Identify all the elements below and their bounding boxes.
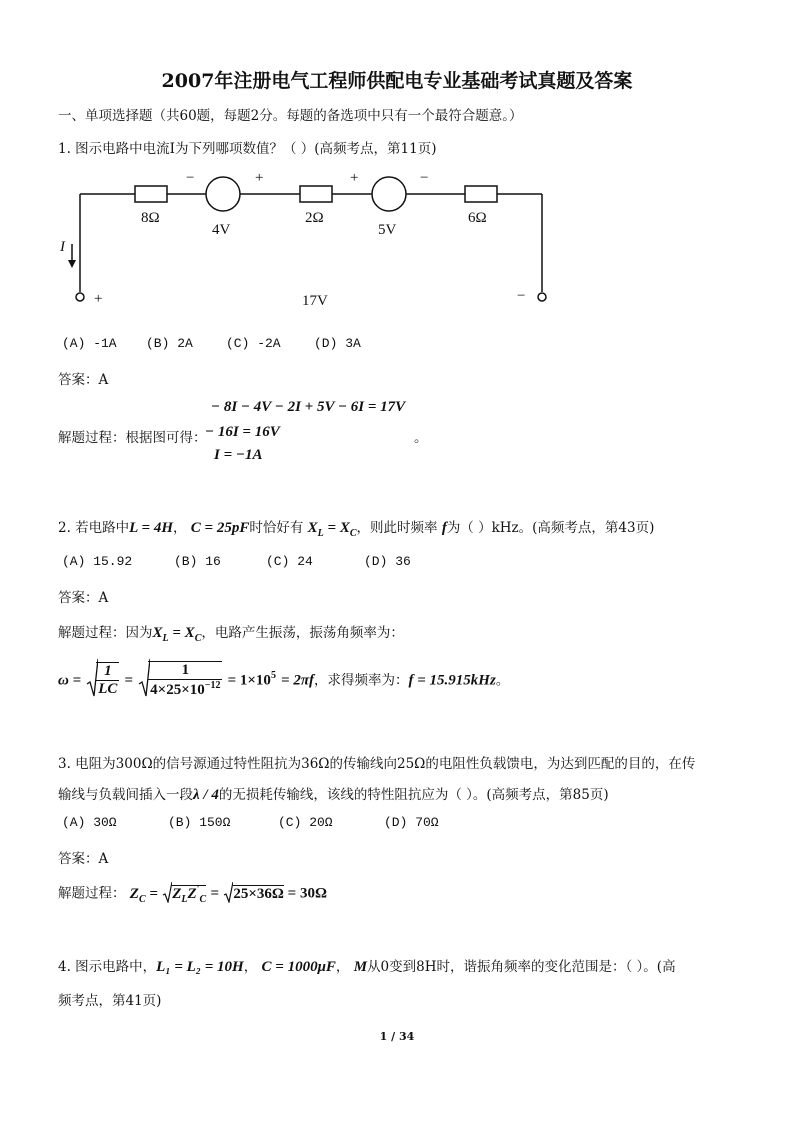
q1-option-c: (C) -2A <box>226 336 281 351</box>
q2-option-b: (B) 16 <box>174 554 221 569</box>
q2-option-a: (A) 15.92 <box>62 554 133 569</box>
sqrt-sign-icon <box>162 881 172 903</box>
q1-option-a: (A) -1A <box>62 336 117 351</box>
label-v1: 4V <box>212 222 231 238</box>
label-r1: 8Ω <box>141 210 160 226</box>
resistor-8ohm <box>135 186 167 202</box>
v1-minus: − <box>186 170 195 186</box>
voltage-source-5v <box>372 177 406 211</box>
q2-option-c: (C) 24 <box>266 554 313 569</box>
voltage-source-4v <box>206 177 240 211</box>
q2-answer: 答案：A <box>58 590 109 606</box>
q2-stem: 2. 若电路中L = 4H， C = 25pF时恰好有 $X_L = X_C$，则此时频率 f为（ ）kHz。(高频考点，第43页) <box>58 520 655 539</box>
label-r2: 2Ω <box>305 210 324 226</box>
q3-option-a: (A) 30Ω <box>62 815 117 830</box>
q1-equation-1: − 8I − 4V − 2I + 5V − 6I = 17V <box>211 399 406 415</box>
q3-stem-line1: 3. 电阻为300Ω的信号源通过特性阻抗为36Ω的传输线向25Ω的电阻性负载馈电，为达到匹配的目的，在传 <box>58 756 696 772</box>
v2-minus: − <box>420 170 429 186</box>
q1-end-mark: 。 <box>414 430 428 446</box>
q1-answer: 答案：A <box>58 372 109 388</box>
q1-equation-2: − 16I = 16V <box>205 424 280 440</box>
q1-option-d: (D) 3A <box>314 336 361 351</box>
q3-option-b: (B) 150Ω <box>168 815 231 830</box>
label-v2: 5V <box>378 222 397 238</box>
q2-solution-intro: 解题过程：因为$X_L = X_C$，电路产生振荡，振荡角频率为： <box>58 625 404 644</box>
q2-solution-formula: ω = $\frac{1}{LC}$ = $\frac{1}{4\times 25\times 10^{-12}}$ = $1\times 10^5 = 2\pi f$，求得频率为：f = 15.915kHz。 <box>58 658 509 702</box>
resistor-6ohm <box>465 186 497 202</box>
section-heading: 一、单项选择题（共60题，每题2分。每题的备选项中只有一个最符合题意。） <box>58 108 523 124</box>
q1-circuit-diagram <box>50 164 560 324</box>
q1-solution-label: 解题过程：根据图可得： <box>58 430 207 446</box>
terminal-right-sign: − <box>517 288 526 304</box>
terminal-right <box>538 293 546 301</box>
q2-option-d: (D) 36 <box>364 554 411 569</box>
label-r3: 6Ω <box>468 210 487 226</box>
label-total: 17V <box>302 293 328 309</box>
v2-plus: + <box>350 170 359 186</box>
page-title: 2007年注册电气工程师供配电专业基础考试真题及答案 <box>161 70 633 92</box>
resistor-2ohm <box>300 186 332 202</box>
q3-solution: 解题过程： $Z_C = Z_LZ'_C = 25\times 36\Omega = 30\Omega$ <box>58 881 327 907</box>
q1-stem: 1. 图示电路中电流I为下列哪项数值？（ ）(高频考点，第11页) <box>58 141 437 157</box>
sqrt-sign-icon <box>223 881 233 903</box>
q1-equation-3: I = −1A <box>214 447 263 463</box>
terminal-left <box>76 293 84 301</box>
label-current: I <box>60 239 65 255</box>
q4-stem-line2: 频考点，第41页) <box>58 993 162 1009</box>
q3-stem-line2: 输线与负载间插入一段λ / 4的无损耗传输线，该线的特性阻抗应为（ ）。(高频考点，第85页) <box>58 787 609 803</box>
q4-stem-line1: 4. 图示电路中，L₁ = L₂ = 10H， C = 1000μF， M从0变到8H时，谐振角频率的变化范围是：（ ）。(高 <box>58 959 676 975</box>
page-number: 1 / 34 <box>379 1030 415 1043</box>
terminal-left-sign: + <box>94 291 103 307</box>
current-arrow-icon <box>68 260 76 268</box>
q3-option-c: (C) 20Ω <box>278 815 333 830</box>
q3-option-d: (D) 70Ω <box>384 815 439 830</box>
q1-option-b: (B) 2A <box>146 336 193 351</box>
q3-answer: 答案：A <box>58 851 109 867</box>
v1-plus: + <box>255 170 264 186</box>
